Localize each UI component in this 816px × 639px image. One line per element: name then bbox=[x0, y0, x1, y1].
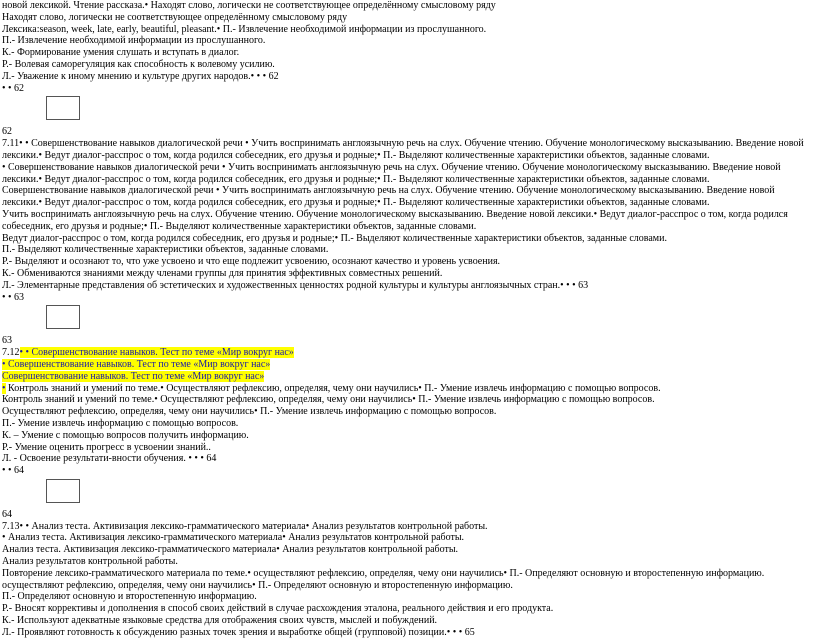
highlighted-text: • • Совершенствование навыков. Тест по теме «Мир вокруг нас» bbox=[19, 347, 294, 359]
text-line: • • 64 bbox=[2, 465, 25, 477]
text-line: Контроль знаний и умений по теме.• Осуществляют рефлексию, определяя, чему они научились• П.- Умение извлечь информацию с помощью вопросов. bbox=[2, 394, 655, 406]
text-line: осуществляют рефлексию, определяя, чему они научились• П.- Определяют основную и второстепенную информацию. bbox=[2, 579, 513, 591]
text-line bbox=[2, 347, 814, 359]
text-line bbox=[2, 371, 814, 383]
text-line: • • 63 bbox=[2, 291, 25, 303]
text-paragraph: • Совершенствование навыков диалогической речи • Учить воспринимать англоязычную речь на слух. Обучение чтению. Обучение монологическому высказыванию. Введение новой лексики.• Ведут диалог-расспрос о том, когда родился собеседник, его друзья и родные;• П.- Выделяют количественные характеристики объектов, заданные словами. bbox=[2, 161, 781, 185]
text-line: • Анализ теста. Активизация лексико-грамматического материала• Анализ результатов контрольной работы. bbox=[2, 532, 465, 544]
text-line: • • 62 bbox=[2, 82, 25, 94]
text-line bbox=[2, 359, 814, 371]
text-line: Л. - Освоение результати-вности обучения. • • • 64 bbox=[2, 453, 217, 465]
text-line bbox=[2, 383, 814, 395]
text-line: Р.- Вносят коррективы и дополнения в способ своих действий в случае расхождения эталона, реального действия и его продукта. bbox=[2, 603, 554, 615]
text-line: Л.- Проявляют готовность к обсуждению разных точек зрения и выработке общей (групповой) позиции.• • • 65 bbox=[2, 626, 475, 638]
text-line: Р.- Волевая саморегуляция как способность к волевому усилию. bbox=[2, 58, 275, 70]
text-line: Повторение лексико-грамматического материала по теме.• осуществляют рефлексию, определяя, чему они научились• П.- Определяют основную и второстепенную информацию. bbox=[2, 567, 765, 579]
text-line: П.- Извлечение необходимой информации из прослушанного. bbox=[2, 35, 266, 47]
page-number: 63 bbox=[2, 335, 12, 347]
text-paragraph: Совершенствование навыков диалогической речи • Учить воспринимать англоязычную речь на слух. Обучение чтению. Обучение монологическому высказыванию. Введение новой лексики.• Ведут диалог-расспрос о том, когда родился собеседник, его друзья и родные;• П.- Выделяют количественные характеристики объектов, заданные словами. bbox=[2, 185, 775, 209]
text-paragraph: Учить воспринимать англоязычную речь на слух. Обучение чтению. Обучение монологическому высказыванию. Введение новой лексики.• Ведут диалог-расспрос о том, когда родился собеседник, его друзья и родные;• П.- Выделяют количественные характеристики объектов, заданные словами. bbox=[2, 208, 788, 232]
lesson-number: 7.12 bbox=[2, 347, 20, 359]
highlighted-text: Совершенствование навыков. Тест по теме «Мир вокруг нас» bbox=[2, 370, 265, 382]
image-placeholder-frame bbox=[46, 479, 80, 503]
text-line: П.- Определяют основную и второстепенную информацию. bbox=[2, 591, 257, 603]
text-line: Ведут диалог-расспрос о том, когда родился собеседник, его друзья и родные;• П.- Выделяют количественные характеристики объектов, заданные словами. bbox=[2, 232, 667, 244]
text-line: К.- Формирование умения слушать и вступать в диалог. bbox=[2, 47, 240, 59]
text-line: Р.- Выделяют и осознают то, что уже усвоено и что еще подлежит усвоению, осознают качество и уровень усвоения. bbox=[2, 256, 501, 268]
text-line: Осуществляют рефлексию, определяя, чему они научились• П.- Умение извлечь информацию с помощью вопросов. bbox=[2, 406, 497, 418]
text-line: Анализ теста. Активизация лексико-грамматического материала• Анализ результатов контрольной работы. bbox=[2, 544, 459, 556]
text-line: Лексика:season, week, late, early, beautiful, pleasant.• П.- Извлечение необходимой информации из прослушанного. bbox=[2, 23, 487, 35]
text-line: П.- Умение извлечь информацию с помощью вопросов. bbox=[2, 417, 239, 429]
text-line: Анализ результатов контрольной работы. bbox=[2, 556, 178, 568]
text-line: Находят слово, логически не соответствующее определённому смысловому ряду bbox=[2, 11, 348, 23]
text-line: Л.- Уважение к иному мнению и культуре других народов.• • • 62 bbox=[2, 70, 279, 82]
text-line: Р.- Умение оценить прогресс в усвоении знаний.. bbox=[2, 441, 211, 453]
text-line: К.- Используют адекватные языковые средства для отображения своих чувств, мыслей и побуждений. bbox=[2, 615, 438, 627]
text-line: 7.13• • Анализ теста. Активизация лексико-грамматического материала• Анализ результатов контрольной работы. bbox=[2, 520, 488, 532]
text-line: К.- Обмениваются знаниями между членами группы для принятия эффективных совместных решений. bbox=[2, 267, 443, 279]
text-paragraph: 7.11• • Совершенствование навыков диалогической речи • Учить воспринимать англоязычную речь на слух. Обучение чтению. Обучение монологическому высказыванию. Введение новой лексики.• Ведут диалог-расспрос о том, когда родился собеседник, его друзья и родные;• П.- Выделяют количественные характеристики объектов, заданные словами. bbox=[2, 138, 804, 161]
page-number: 62 bbox=[2, 126, 12, 138]
image-placeholder-frame bbox=[46, 305, 80, 329]
text-line: новой лексикой. Чтение рассказа.• Находят слово, логически не соответствующее определённому смысловому ряду bbox=[2, 0, 496, 11]
page-number: 64 bbox=[2, 508, 12, 520]
text-span: Контроль знаний и умений по теме.• Осуществляют рефлексию, определяя, чему они научились• П.- Умение извлечь информацию с помощью вопросов. bbox=[5, 382, 661, 394]
text-line: Л.- Элементарные представления об эстетических и художественных ценностях родной культуры и культуры англоязычных стран.• • • 63 bbox=[2, 279, 589, 291]
text-line: П.- Выделяют количественные характеристики объектов, заданные словами. bbox=[2, 244, 329, 256]
highlighted-text: • Совершенствование навыков. Тест по теме «Мир вокруг нас» bbox=[2, 358, 271, 370]
highlighted-bullet: • bbox=[2, 382, 6, 394]
image-placeholder-frame bbox=[46, 96, 80, 120]
text-line: К. – Умение с помощью вопросов получить информацию. bbox=[2, 429, 249, 441]
